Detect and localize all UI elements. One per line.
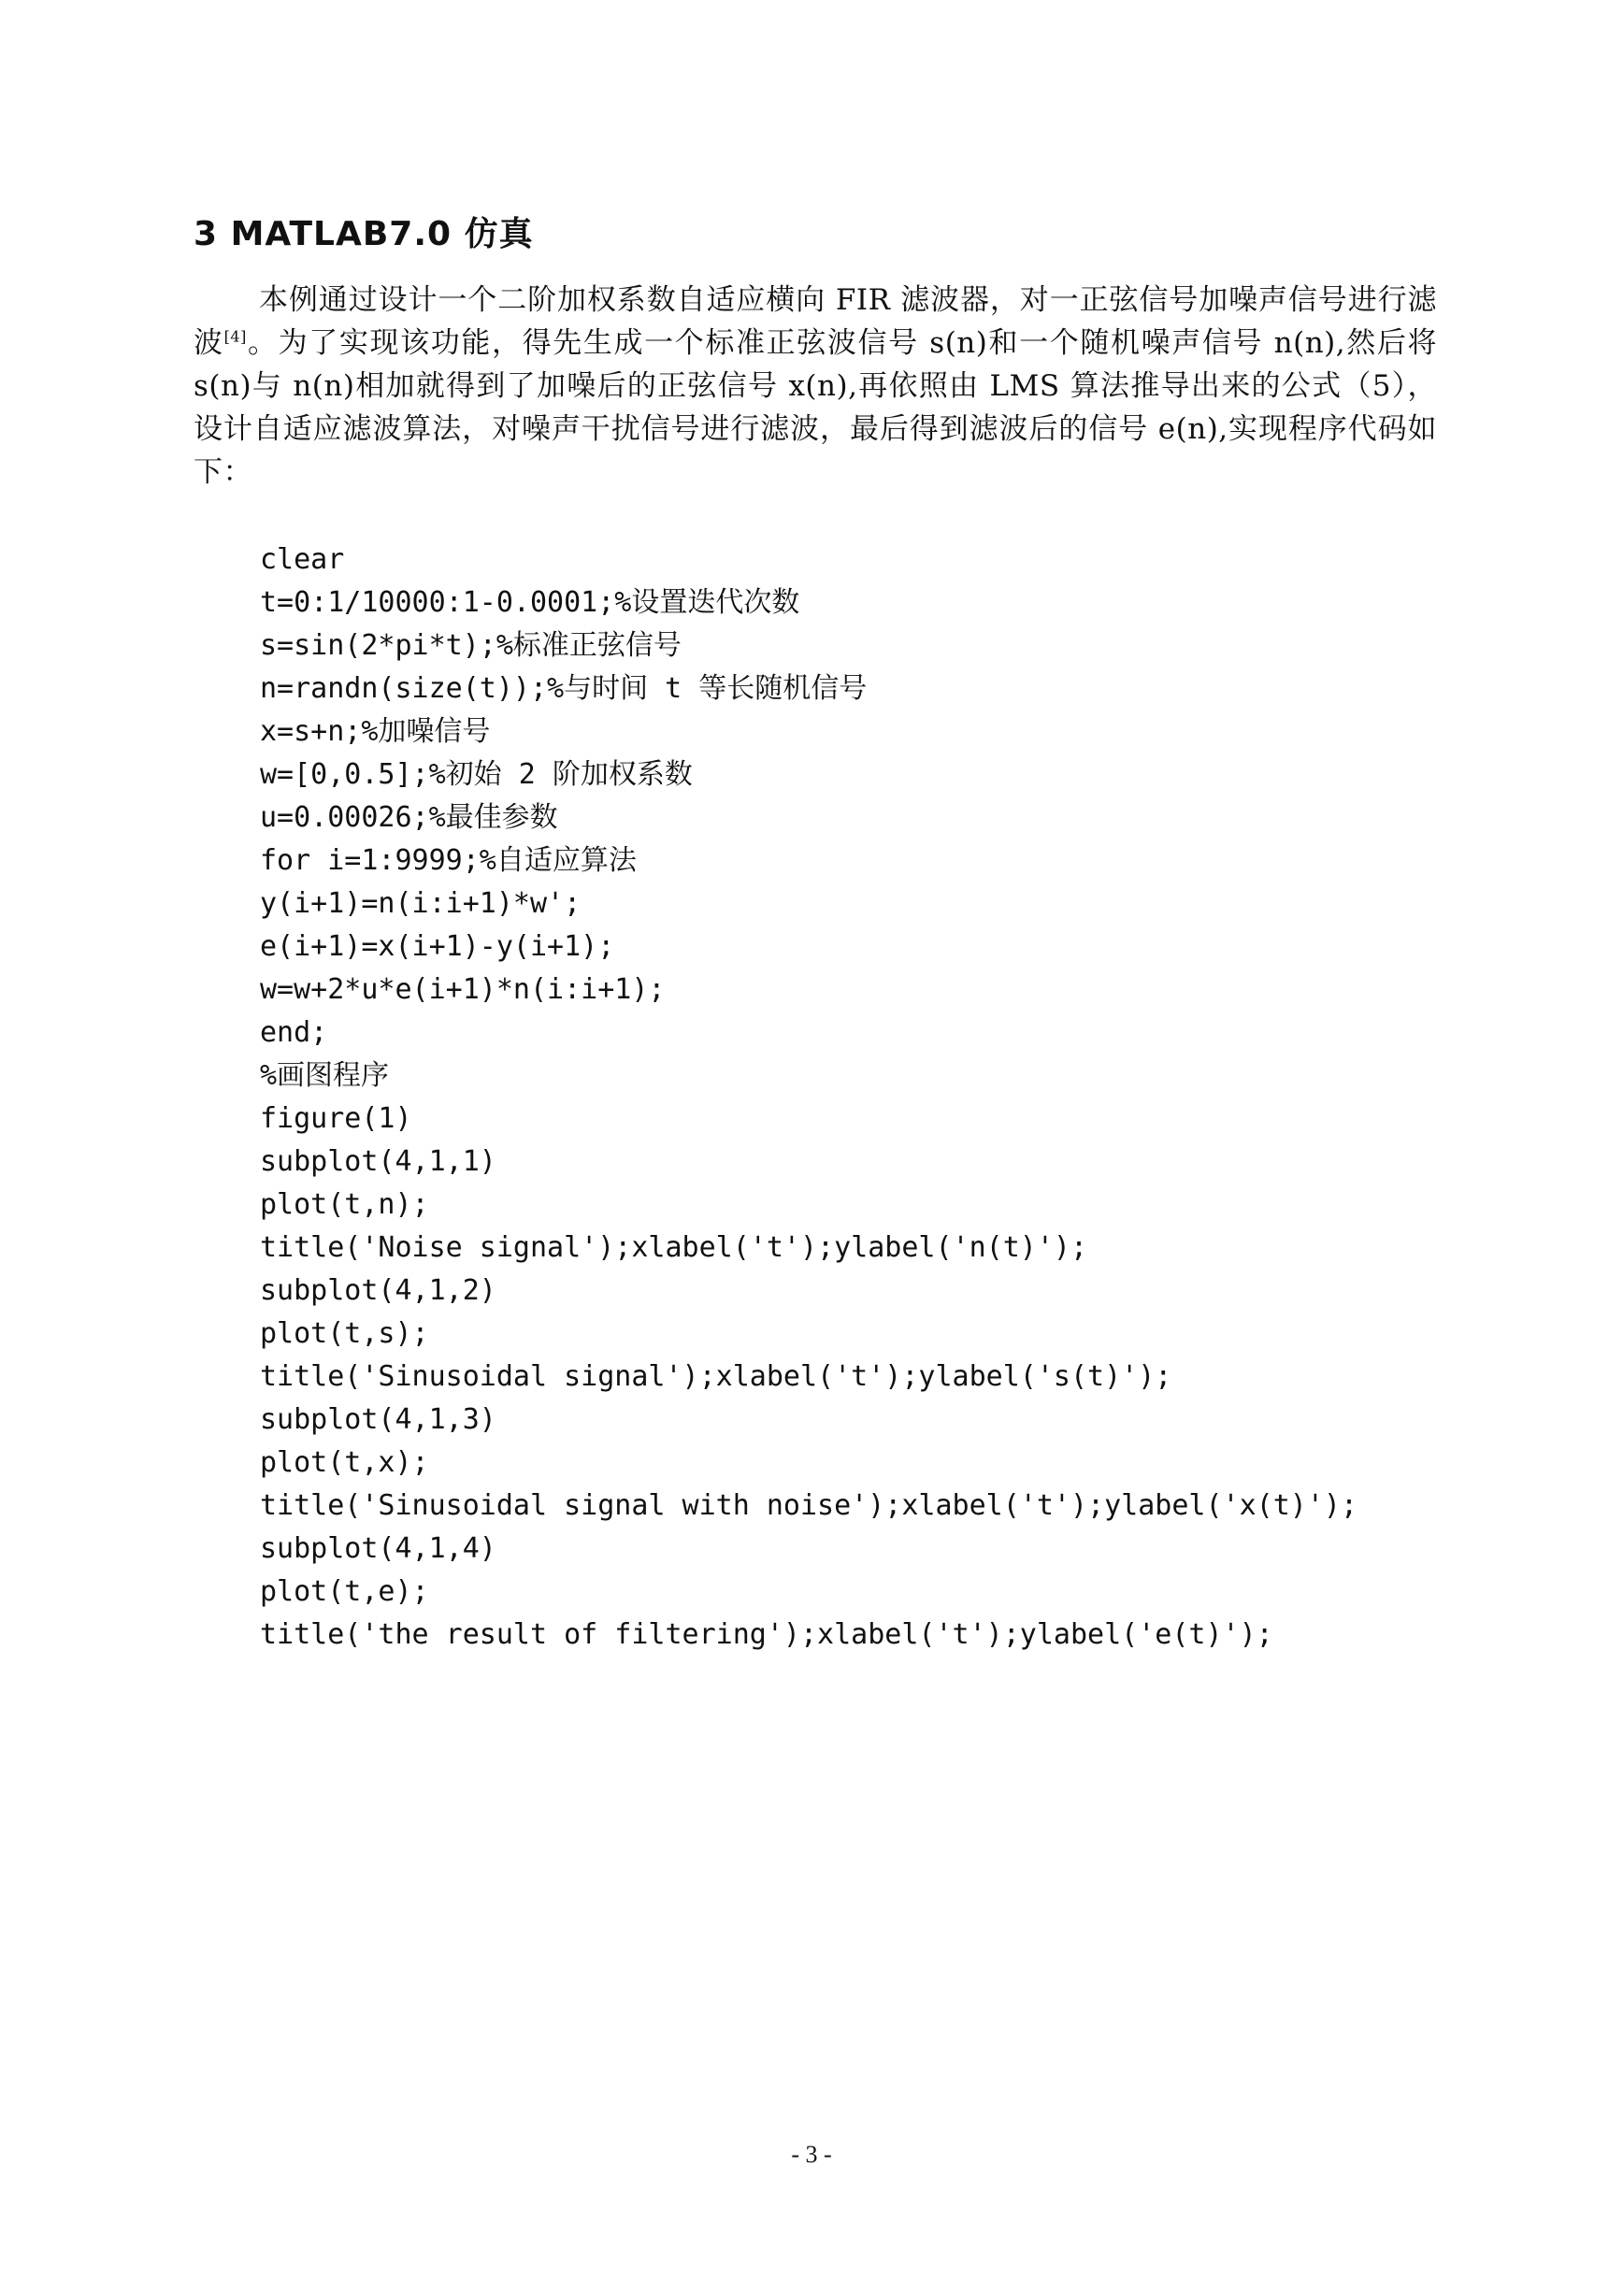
code-line: %画图程序 — [260, 1059, 390, 1092]
code-line: u=0.00026;%最佳参数 — [260, 801, 558, 834]
body-paragraph — [194, 279, 1437, 494]
code-line: for i=1:9999;%自适应算法 — [260, 844, 637, 877]
code-line: n=randn(size(t));%与时间 t 等长随机信号 — [260, 672, 868, 705]
code-line: subplot(4,1,3) — [260, 1403, 496, 1436]
code-line: w=w+2*u*e(i+1)*n(i:i+1); — [260, 973, 666, 1006]
code-line: title('Sinusoidal signal with noise');xlabel('t');ylabel('x(t)'); — [260, 1489, 1357, 1522]
code-line: plot(t,s); — [260, 1317, 429, 1350]
page-number: - 3 - — [791, 2141, 832, 2168]
code-line: end; — [260, 1016, 328, 1049]
code-line: t=0:1/10000:1-0.0001;%设置迭代次数 — [260, 586, 800, 619]
section-heading: 3 MATLAB7.0 仿真 — [194, 215, 534, 253]
code-line: title('Noise signal');xlabel('t');ylabel('n(t)'); — [260, 1231, 1088, 1264]
code-line: title('the result of filtering');xlabel('t');ylabel('e(t)'); — [260, 1618, 1273, 1651]
code-line: x=s+n;%加噪信号 — [260, 715, 491, 748]
code-line: title('Sinusoidal signal');xlabel('t');ylabel('s(t)'); — [260, 1360, 1172, 1393]
code-line: subplot(4,1,2) — [260, 1274, 496, 1307]
code-line: plot(t,n); — [260, 1188, 429, 1221]
code-line: e(i+1)=x(i+1)-y(i+1); — [260, 930, 615, 963]
code-line: w=[0,0.5];%初始 2 阶加权系数 — [260, 758, 693, 791]
code-line: clear — [260, 543, 345, 576]
code-line: subplot(4,1,4) — [260, 1532, 496, 1565]
code-line: figure(1) — [260, 1102, 412, 1135]
code-line: y(i+1)=n(i:i+1)*w'; — [260, 887, 582, 920]
citation-reference: [4] — [223, 327, 247, 346]
code-line: plot(t,x); — [260, 1446, 429, 1479]
paragraph-text-part2: 。为了实现该功能，得先生成一个标准正弦波信号 s(n)和一个随机噪声信号 n(n),然后将 s(n)与 n(n)相加就得到了加噪后的正弦信号 x(n),再依照由 LMS 算法推导出来的公式（5），设计自适应滤波算法，对噪声干扰信号进行滤波，最后得到滤波后的信号 e(n),实现程序代码如下： — [194, 326, 1438, 489]
code-line: s=sin(2*pi*t);%标准正弦信号 — [260, 629, 682, 662]
paragraph-text-part1: 本例通过设计一个二阶加权系数自适应横向 FIR 滤波器，对一正弦信号加噪声信号进行滤波 — [194, 283, 1437, 360]
code-listing — [260, 538, 1457, 1657]
code-line: subplot(4,1,1) — [260, 1145, 496, 1178]
code-line: plot(t,e); — [260, 1575, 429, 1608]
